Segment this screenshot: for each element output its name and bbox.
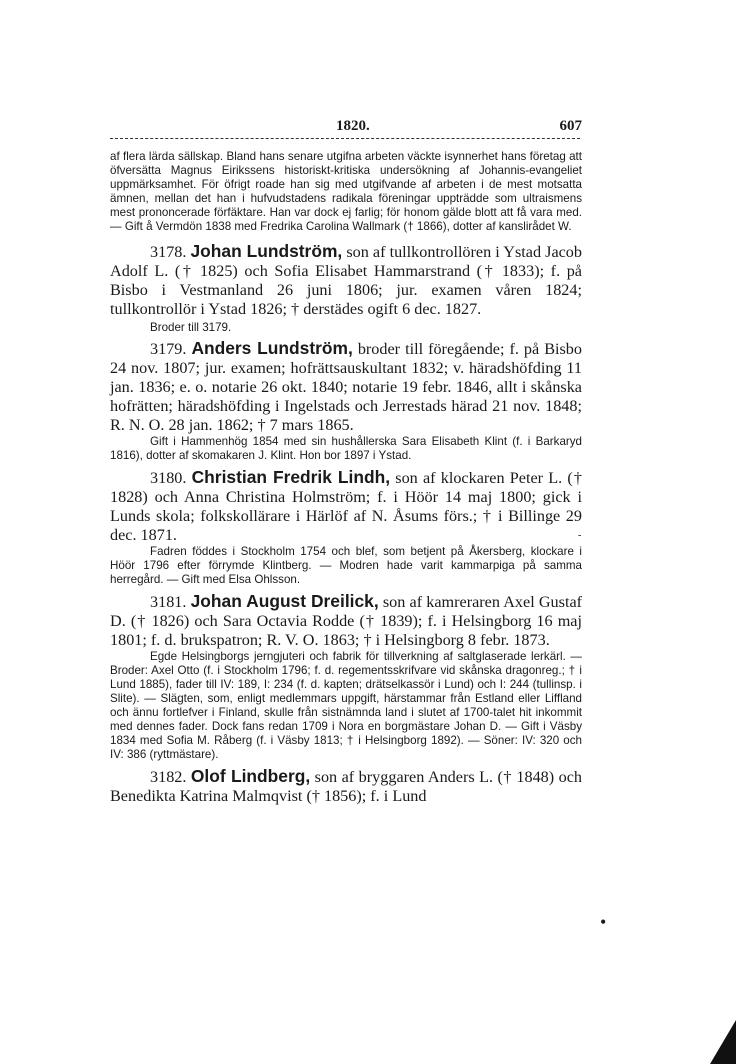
- entry-body: son af klockaren Peter L. († 1828) och Anna Christina Holmström; f. i Höör 14 maj 1800; gick i Lunds skola; folkskollärare i Härlöf af N. Åsums förs.; † i Billinge 29 dec. 1871.: [110, 469, 582, 544]
- entry-3179: [110, 339, 582, 435]
- margin-dot: •: [600, 912, 607, 932]
- entry-number: 3182.: [150, 768, 187, 786]
- entry-3182: [110, 767, 582, 806]
- entry-number: 3180.: [150, 469, 187, 487]
- entry-number: 3181.: [150, 593, 187, 611]
- entry-detail: Gift i Hammenhög 1854 med sin hushållerska Sara Elisabeth Klint (f. i Barkaryd 1816), dotter af skomakaren J. Klint. Hon bor 1897 i Ystad.: [110, 435, 582, 462]
- entry-name: Anders Lundström,: [191, 338, 353, 358]
- header-year: 1820.: [336, 118, 370, 134]
- entry-3181: [110, 592, 582, 650]
- entry-number: 3178.: [150, 243, 187, 261]
- margin-mark: -: [578, 530, 582, 541]
- entry-body: son af tullkontrollören i Ystad Jacob Adolf L. († 1825) och Sofia Elisabet Hammarstrand († 1833); f. på Bisbo i Vestmanland 26 juni 1806; jur. examen våren 1824; tullkontrollör i Ystad 1826; † derstädes ogift 6 dec. 1827.: [110, 243, 582, 318]
- entry-name: Johan August Dreilick,: [190, 591, 379, 611]
- page-corner-mark: [710, 1020, 736, 1064]
- page-header: [110, 118, 590, 140]
- entry-detail: Egde Helsingborgs jerngjuteri och fabrik för tillverkning af saltglaserade lerkärl. — Broder: Axel Otto (f. i Stockholm 1796; f. d. regementsskrifvare vid skånska dragonreg.; † i Lund 1885), fader till IV: 189, I: 234 (f. d. kapten; drätselkassör i Lund) och I: 244 (tullinsp. i Slite). — Slägten, som, enligt medlemmars uppgift, härstammar från Estland eller Liffland och ännu fortlefver i Finland, skulle från sistnämnda land i slutet af 1700-talet hit inkommit med dennes fader. Dock fans redan 1709 i Nora en borgmästare Johan D. — Gift i Väsby 1834 med Sofia M. Råberg (f. i Väsby 1813; † i Helsingborg 1892). — Söner: IV: 320 och IV: 386 (ryttmästare).: [110, 650, 582, 761]
- entry-name: Christian Fredrik Lindh,: [191, 467, 391, 487]
- entry-3180: [110, 468, 582, 545]
- entry-name: Olof Lindberg,: [190, 766, 311, 786]
- entry-body: broder till föregående; f. på Bisbo 24 nov. 1807; jur. examen; hofrättsauskultant 1832; v. häradshöfding 11 jan. 1836; e. o. notarie 26 okt. 1840; notarie 19 febr. 1846, allt i skånska hofrätten; häradshöfding i Ingelstads och Jerrestads härad 21 nov. 1848; R. N. O. 28 jan. 1862; † 7 mars 1865.: [110, 340, 582, 434]
- entry-body: son af kamreraren Axel Gustaf D. († 1826) och Sara Octavia Rodde († 1839); f. i Helsingborg 16 maj 1801; f. d. brukspatron; R. V. O. 1863; † i Helsingborg 8 febr. 1873.: [110, 593, 583, 649]
- entry-number: 3179.: [150, 340, 187, 358]
- intro-paragraph: af flera lärda sällskap. Bland hans senare utgifna arbeten väckte isynnerhet hans företag att öfversätta Magnus Eirikssens historiskt-kritiska undersökning af Johannis-evangeliet uppmärksamhet. För öfrigt roade han sig med utgifvande af arbeten i de mest motsatta ämnen, mellan det han i hufvudstadens radikala föreningar uppträdde som ultraismens mest prononcerade förfäktare. Han var dock ej farlig; för honom gälde blott att få vara med. — Gift å Vermdön 1838 med Fredrika Carolina Wallmark († 1866), dotter af kanslirådet W.: [110, 150, 582, 233]
- entry-3178: [110, 242, 582, 319]
- entry-note: Broder till 3179.: [150, 321, 232, 334]
- header-rule: [110, 138, 580, 139]
- page-number: 607: [559, 118, 582, 134]
- entry-detail: Fadren föddes i Stockholm 1754 och blef, som betjent på Åkersberg, klockare i Höör 1796 efter förrymde Klintberg. — Modren hade varit kammarpiga på samma herregård. — Gift med Elsa Ohlsson.: [110, 545, 582, 586]
- entry-body: son af bryggaren Anders L. († 1848) och Benedikta Katrina Malmqvist († 1856); f. i Lund: [110, 768, 582, 805]
- page-body: [110, 150, 582, 806]
- entry-name: Johan Lundström,: [190, 241, 343, 261]
